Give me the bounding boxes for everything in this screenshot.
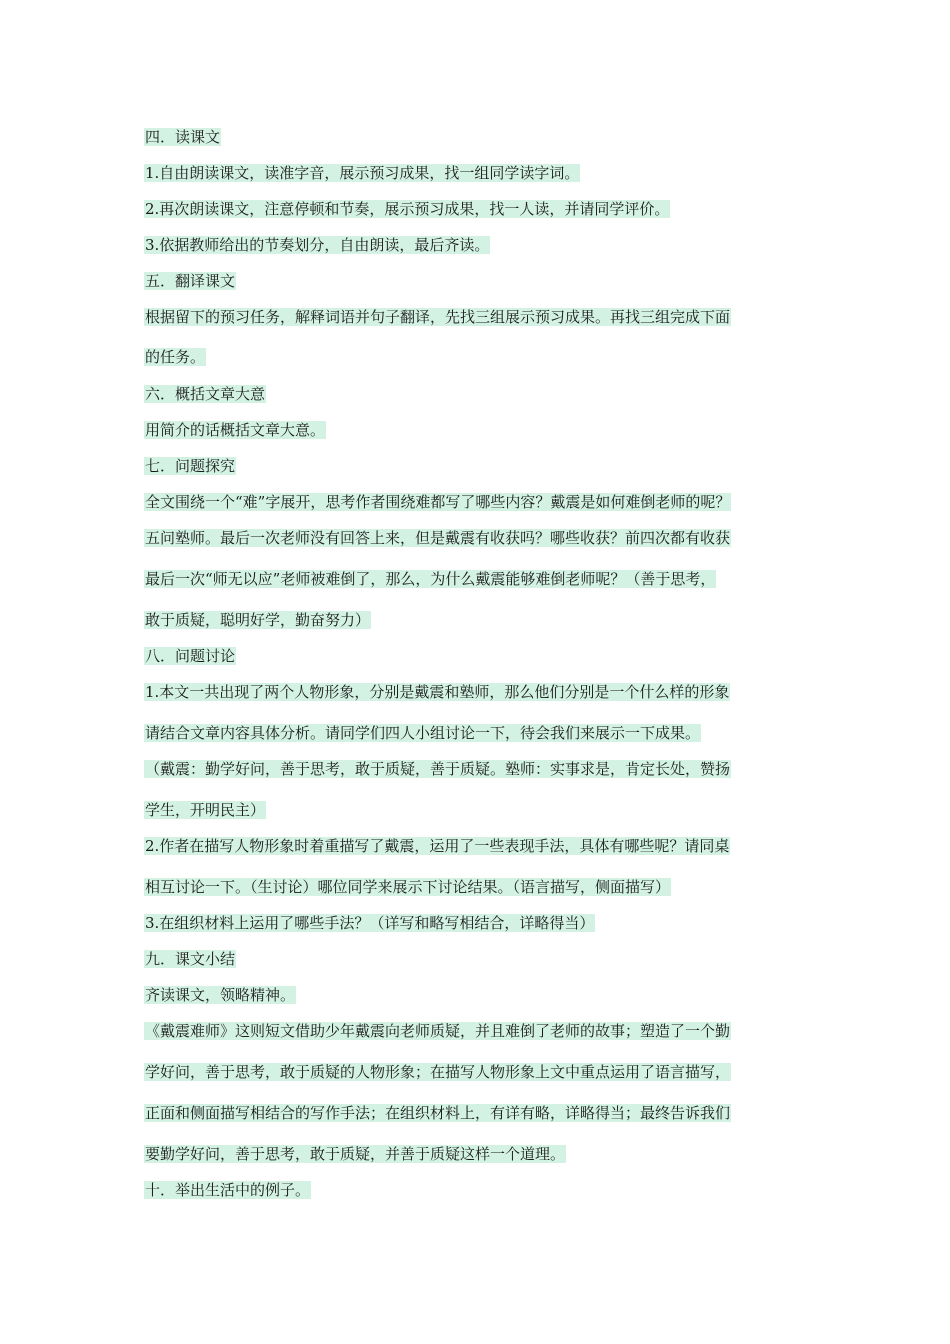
paragraph-line	[144, 492, 731, 512]
section-heading-read-text	[144, 127, 221, 147]
paragraph-line	[144, 420, 326, 440]
paragraph-line	[144, 199, 670, 219]
highlighted-text: 全文围绕一个“难”字展开，思考作者围绕难都写了哪些内容？戴震是如何难倒老师的呢？	[145, 493, 731, 511]
highlighted-text: 《戴震难师》这则短文借助少年戴震向老师质疑，并且难倒了老师的故事；塑造了一个勤	[145, 1022, 731, 1040]
highlighted-text: 敢于质疑，聪明好学，勤奋努力）	[145, 611, 371, 629]
paragraph-line	[144, 235, 490, 255]
highlighted-text: 2.作者在描写人物形象时着重描写了戴震，运用了一些表现手法，具体有哪些呢？请同桌	[145, 837, 730, 855]
paragraph-line	[144, 528, 731, 548]
highlighted-text: 2.再次朗读课文，注意停顿和节奏，展示预习成果，找一人读，并请同学评价。	[145, 200, 670, 218]
highlighted-text: 的任务。	[145, 348, 206, 366]
highlighted-text: 最后一次“师无以应”老师被难倒了，那么，为什么戴震能够难倒老师呢？（善于思考，	[145, 570, 716, 588]
highlighted-text: 3.在组织材料上运用了哪些手法？（详写和略写相结合，详略得当）	[145, 914, 595, 932]
paragraph-line	[144, 163, 580, 183]
highlighted-text: 八．问题讨论	[145, 647, 236, 665]
highlighted-text: 1.本文一共出现了两个人物形象，分别是戴震和塾师，那么他们分别是一个什么样的形象	[145, 683, 730, 701]
paragraph-line	[144, 610, 371, 630]
highlighted-text: 学生，开明民主）	[145, 801, 266, 819]
paragraph-line	[144, 1062, 731, 1082]
paragraph-line	[144, 569, 716, 589]
highlighted-text: （戴震：勤学好问，善于思考，敢于质疑，善于质疑。塾师：实事求是，肯定长处，赞扬	[145, 760, 731, 778]
paragraph-line	[144, 347, 206, 367]
section-heading-examples	[144, 1180, 311, 1200]
highlighted-text: 五．翻译课文	[145, 272, 236, 290]
paragraph-line	[144, 1103, 731, 1123]
highlighted-text: 相互讨论一下。（生讨论）哪位同学来展示下讨论结果。（语言描写，侧面描写）	[145, 878, 671, 896]
highlighted-text: 学好问，善于思考，敢于质疑的人物形象；在描写人物形象上文中重点运用了语言描写，	[145, 1063, 731, 1081]
highlighted-text: 十．举出生活中的例子。	[145, 1181, 311, 1199]
highlighted-text: 请结合文章内容具体分析。请同学们四人小组讨论一下，待会我们来展示一下成果。	[145, 724, 701, 742]
highlighted-text: 根据留下的预习任务，解释词语并句子翻译，先找三组展示预习成果。再找三组完成下面	[145, 308, 731, 326]
paragraph-line	[144, 913, 595, 933]
highlighted-text: 1.自由朗读课文，读准字音，展示预习成果，找一组同学读字词。	[145, 164, 580, 182]
paragraph-line	[144, 877, 671, 897]
section-heading-translate	[144, 271, 236, 291]
paragraph-line	[144, 723, 701, 743]
highlighted-text: 齐读课文，领略精神。	[145, 986, 296, 1004]
highlighted-text: 四．读课文	[145, 128, 221, 146]
paragraph-line	[144, 682, 730, 702]
highlighted-text: 用简介的话概括文章大意。	[145, 421, 326, 439]
highlighted-text: 3.依据教师给出的节奏划分，自由朗读，最后齐读。	[145, 236, 490, 254]
section-heading-discussion	[144, 646, 236, 666]
paragraph-line	[144, 800, 266, 820]
highlighted-text: 六．概括文章大意	[145, 385, 266, 403]
highlighted-text: 七．问题探究	[145, 457, 236, 475]
paragraph-line	[144, 307, 731, 327]
section-heading-summary	[144, 384, 266, 404]
paragraph-line	[144, 1144, 566, 1164]
paragraph-line	[144, 836, 730, 856]
highlighted-text: 正面和侧面描写相结合的写作手法；在组织材料上，有详有略，详略得当；最终告诉我们	[145, 1104, 731, 1122]
highlighted-text: 九．课文小结	[145, 950, 236, 968]
paragraph-line	[144, 985, 296, 1005]
highlighted-text: 要勤学好问，善于思考，敢于质疑，并善于质疑这样一个道理。	[145, 1145, 566, 1163]
highlighted-text: 五问塾师。最后一次老师没有回答上来，但是戴震有收获吗？哪些收获？前四次都有收获	[145, 529, 731, 547]
paragraph-line	[144, 759, 731, 779]
section-heading-conclusion	[144, 949, 236, 969]
paragraph-line	[144, 1021, 731, 1041]
section-heading-inquiry	[144, 456, 236, 476]
